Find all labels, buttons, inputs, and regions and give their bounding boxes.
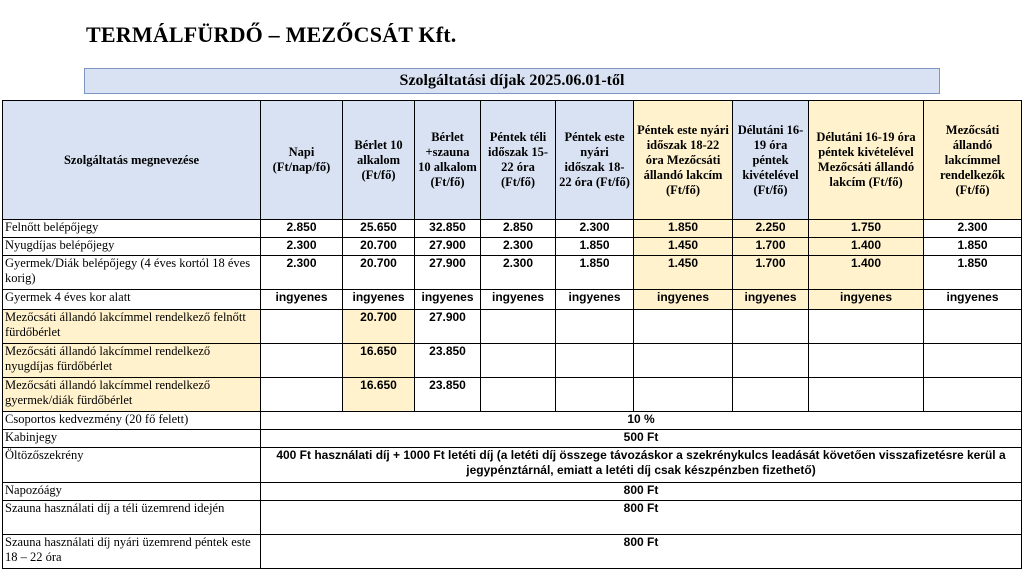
price-cell: 2.300 (261, 256, 343, 290)
price-cell: 23.850 (415, 344, 481, 378)
table-row (3, 256, 1022, 290)
price-cell (924, 344, 1022, 378)
price-cell (634, 310, 733, 344)
price-cell: ingyenes (261, 290, 343, 310)
price-cell: ingyenes (415, 290, 481, 310)
table-row (3, 344, 1022, 378)
price-cell (733, 344, 809, 378)
price-cell (809, 378, 924, 412)
price-cell: 1.850 (634, 220, 733, 238)
header-friday-winter: Péntek téli időszak 15-22 óra (Ft/fő) (481, 101, 556, 220)
table-row (3, 220, 1022, 238)
price-cell (261, 344, 343, 378)
price-cell: 2.300 (924, 220, 1022, 238)
merged-row-value: 400 Ft használati díj + 1000 Ft letéti díj (a letéti díj összege távozáskor a szekrénykulcs leadását követően visszafizetésre kerül a jegypénztárnál, emiatt a letéti díj csak készpénzben fizethető) (261, 448, 1022, 483)
price-cell: 32.850 (415, 220, 481, 238)
price-cell (924, 378, 1022, 412)
header-pass-sauna-10: Bérlet +szauna 10 alkalom (Ft/fő) (415, 101, 481, 220)
merged-row-label: Napozóágy (3, 483, 261, 501)
merged-row-label: Öltözőszekrény (3, 448, 261, 483)
price-cell: 1.850 (556, 256, 634, 290)
header-row (3, 101, 1022, 220)
price-cell: 27.900 (415, 238, 481, 256)
merged-row-value: 10 % (261, 412, 1022, 430)
table-row (3, 290, 1022, 310)
row-label: Nyugdíjas belépőjegy (3, 238, 261, 256)
price-cell (261, 378, 343, 412)
merged-row-label: Kabinjegy (3, 430, 261, 448)
price-cell (733, 378, 809, 412)
merged-row (3, 430, 1022, 448)
row-label: Mezőcsáti állandó lakcímmel rendelkező gyermek/diák fürdőbérlet (3, 378, 261, 412)
price-cell (733, 310, 809, 344)
price-cell: 2.850 (261, 220, 343, 238)
price-cell: 20.700 (343, 238, 415, 256)
price-cell (556, 310, 634, 344)
price-table (2, 100, 1022, 569)
header-pass-10: Bérlet 10 alkalom (Ft/fő) (343, 101, 415, 220)
header-service-name: Szolgáltatás megnevezése (3, 101, 261, 220)
price-cell: 2.300 (481, 256, 556, 290)
price-cell: 2.300 (261, 238, 343, 256)
price-cell (556, 378, 634, 412)
merged-row-value: 500 Ft (261, 430, 1022, 448)
price-cell: ingyenes (634, 290, 733, 310)
merged-row-label: Szauna használati díj nyári üzemrend péntek este 18 – 22 óra (3, 535, 261, 569)
merged-row (3, 412, 1022, 430)
header-afternoon: Délutáni 16-19 óra péntek kivételével (Ft/fő) (733, 101, 809, 220)
merged-row (3, 501, 1022, 535)
row-label: Gyermek 4 éves kor alatt (3, 290, 261, 310)
price-cell (924, 310, 1022, 344)
merged-row-label: Szauna használati díj a téli üzemrend idején (3, 501, 261, 535)
price-cell: 1.700 (733, 256, 809, 290)
price-cell: 16.650 (343, 344, 415, 378)
price-cell: ingyenes (343, 290, 415, 310)
price-cell: 1.850 (924, 256, 1022, 290)
price-cell: 1.850 (924, 238, 1022, 256)
price-cell: 27.900 (415, 310, 481, 344)
price-cell: 2.850 (481, 220, 556, 238)
price-cell (556, 344, 634, 378)
price-cell: ingyenes (733, 290, 809, 310)
merged-row-value: 800 Ft (261, 501, 1022, 535)
row-label: Mezőcsáti állandó lakcímmel rendelkező felnőtt fürdőbérlet (3, 310, 261, 344)
merged-row (3, 483, 1022, 501)
row-label: Mezőcsáti állandó lakcímmel rendelkező nyugdíjas fürdőbérlet (3, 344, 261, 378)
table-row (3, 238, 1022, 256)
row-label: Felnőtt belépőjegy (3, 220, 261, 238)
row-label: Gyermek/Diák belépőjegy (4 éves kortól 18 éves korig) (3, 256, 261, 290)
header-local-residents: Mezőcsáti állandó lakcímmel rendelkezők (Ft/fő) (924, 101, 1022, 220)
header-friday-summer: Péntek este nyári időszak 18-22 óra (Ft/fő) (556, 101, 634, 220)
price-cell: ingyenes (556, 290, 634, 310)
price-cell: 2.300 (481, 238, 556, 256)
price-cell: 1.400 (809, 238, 924, 256)
price-cell: 27.900 (415, 256, 481, 290)
price-cell: 20.700 (343, 310, 415, 344)
price-cell (809, 344, 924, 378)
price-cell: 1.400 (809, 256, 924, 290)
price-cell: 16.650 (343, 378, 415, 412)
price-cell (261, 310, 343, 344)
price-cell (481, 378, 556, 412)
merged-row-value: 800 Ft (261, 535, 1022, 569)
header-friday-summer-local: Péntek este nyári időszak 18-22 óra Mezőcsáti állandó lakcím (Ft/fő) (634, 101, 733, 220)
price-cell: ingyenes (481, 290, 556, 310)
document-title: TERMÁLFÜRDŐ – MEZŐCSÁT Kft. (86, 22, 457, 47)
price-cell: 1.750 (809, 220, 924, 238)
table-row (3, 378, 1022, 412)
price-cell (481, 310, 556, 344)
price-cell: 1.450 (634, 256, 733, 290)
price-cell: 1.850 (556, 238, 634, 256)
price-cell (481, 344, 556, 378)
merged-row (3, 535, 1022, 569)
price-cell: 2.300 (556, 220, 634, 238)
merged-row (3, 448, 1022, 483)
price-cell: 23.850 (415, 378, 481, 412)
price-cell (634, 378, 733, 412)
price-cell: 20.700 (343, 256, 415, 290)
table-subtitle: Szolgáltatási díjak 2025.06.01-től (84, 68, 940, 94)
merged-row-value: 800 Ft (261, 483, 1022, 501)
price-cell: ingyenes (809, 290, 924, 310)
price-cell: ingyenes (924, 290, 1022, 310)
table-row (3, 310, 1022, 344)
price-cell (809, 310, 924, 344)
header-daily: Napi (Ft/nap/fő) (261, 101, 343, 220)
price-cell: 2.250 (733, 220, 809, 238)
price-cell: 25.650 (343, 220, 415, 238)
price-cell (634, 344, 733, 378)
merged-row-label: Csoportos kedvezmény (20 fő felett) (3, 412, 261, 430)
header-afternoon-local: Délutáni 16-19 óra péntek kivételével Mezőcsáti állandó lakcím (Ft/fő) (809, 101, 924, 220)
price-cell: 1.700 (733, 238, 809, 256)
price-cell: 1.450 (634, 238, 733, 256)
